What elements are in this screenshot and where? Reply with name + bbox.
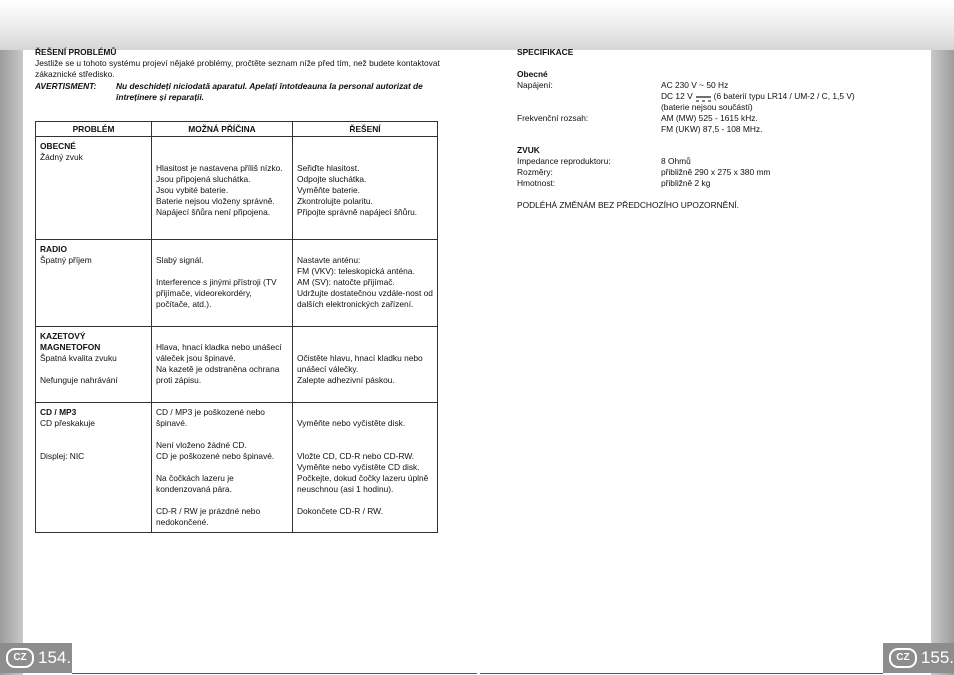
general-heading: Obecné xyxy=(517,69,548,79)
power-dc-suffix: (6 baterií typu LR14 / UM-2 / C, 1,5 V) xyxy=(713,91,855,101)
power-dc-line xyxy=(661,91,855,102)
weight-label: Hmotnost: xyxy=(517,178,556,188)
table-header-row xyxy=(36,122,438,137)
bottom-rule-right xyxy=(480,673,883,674)
solution-cell xyxy=(293,240,438,327)
page-number-badge-right xyxy=(883,643,954,673)
row-category: OBECNÉ xyxy=(40,141,76,151)
warning-label: AVERTISMENT: xyxy=(35,81,97,91)
row-category: RADIO xyxy=(40,244,67,254)
page-number-badge-left xyxy=(0,643,72,673)
row-problem: Špatný příjem xyxy=(40,255,92,265)
cause-cell xyxy=(152,137,293,240)
left-margin-bar xyxy=(0,50,23,675)
problem-cell xyxy=(36,327,152,403)
language-badge: CZ xyxy=(6,648,34,668)
row-category: KAZETOVÝ MAGNETOFON xyxy=(40,331,101,352)
solution-cell xyxy=(293,327,438,403)
row-problem: Žádný zvuk xyxy=(40,152,83,162)
table-row xyxy=(36,403,438,533)
page-number: 154. xyxy=(38,648,72,667)
solution-cell xyxy=(293,403,438,533)
table-row xyxy=(36,240,438,327)
cause-cell xyxy=(152,240,293,327)
freq-am-value: AM (MW) 525 - 1615 kHz. xyxy=(661,113,758,123)
row-problem: CD přeskakuje Displej: NIC xyxy=(40,418,95,461)
row-problem: Špatná kvalita zvuku Nefunguje nahrávání xyxy=(40,353,118,385)
warning-text: Nu deschideți niciodată aparatul. Apelați întotdeauna la personal autorizat de întreținere și reparații. xyxy=(116,81,423,102)
bottom-rule-left xyxy=(72,673,477,674)
specs-title: SPECIFIKACE xyxy=(517,47,574,57)
language-badge: CZ xyxy=(889,648,917,668)
header-problem: PROBLÉM xyxy=(36,122,152,137)
table-row xyxy=(36,137,438,240)
freq-fm-value: FM (UKW) 87,5 - 108 MHz. xyxy=(661,124,763,134)
row-solution: Vyměňte nebo vyčistěte disk. Vložte CD, CD-R nebo CD-RW. Vyměňte nebo vyčistěte CD disk. Počkejte, dokud čočky lazeru úplně neuschnou (asi 1 hodinu). Dokončete CD-R / RW. xyxy=(297,418,429,516)
problem-cell xyxy=(36,137,152,240)
row-cause: Slabý signál. Interference s jinými přístroji (TV přijímače, videorekordéry, počítače, atd.). xyxy=(156,255,277,309)
impedance-label: Impedance reproduktoru: xyxy=(517,156,611,166)
change-notice: PODLÉHÁ ZMĚNÁM BEZ PŘEDCHOZÍHO UPOZORNĚNÍ. xyxy=(517,200,739,210)
row-category: CD / MP3 xyxy=(40,407,77,417)
page-number: 155. xyxy=(920,648,954,667)
header-gradient-bar xyxy=(0,0,954,50)
row-cause: Hlasitost je nastavena příliš nízko. Jsou připojená sluchátka. Jsou vybité baterie. Baterie nejsou vloženy správně. Napájecí šňůra není připojena. xyxy=(156,163,283,217)
row-solution: Seřiďte hlasitost. Odpojte sluchátka. Vyměňte baterie. Zkontrolujte polaritu. Připojte správně napájecí šňůru. xyxy=(297,163,418,217)
power-dc-prefix: DC 12 V xyxy=(661,91,693,101)
row-cause: Hlava, hnací kladka nebo unášecí váleček jsou špinavé. Na kazetě je odstraněna ochrana proti zápisu. xyxy=(156,342,282,385)
row-cause: CD / MP3 je poškozené nebo špinavé. Není vloženo žádné CD. CD je poškozené nebo špinavé. Na čočkách lazeru je kondenzovaná pára. CD-R / RW je prázdné nebo nedokončené. xyxy=(156,407,275,527)
power-note: (baterie nejsou součástí) xyxy=(661,102,753,112)
troubleshooting-intro: Jestliže se u tohoto systému projeví nějaké problémy, pročtěte seznam níže před tím, než budete kontaktovat zákaznické středisko. xyxy=(35,58,440,79)
dimensions-label: Rozměry: xyxy=(517,167,553,177)
impedance-value: 8 Ohmů xyxy=(661,156,691,166)
troubleshooting-title: ŘEŠENÍ PROBLÉMŮ xyxy=(35,47,117,57)
freq-label: Frekvenční rozsah: xyxy=(517,113,589,123)
troubleshooting-table xyxy=(35,121,438,533)
header-solution: ŘEŠENÍ xyxy=(293,122,438,137)
right-margin-bar xyxy=(931,50,954,675)
dimensions-value: přibližně 290 x 275 x 380 mm xyxy=(661,167,771,177)
table-row xyxy=(36,327,438,403)
header-cause: MOŽNÁ PŘÍČINA xyxy=(152,122,293,137)
sound-heading: ZVUK xyxy=(517,145,540,155)
problem-cell xyxy=(36,240,152,327)
power-label: Napájení: xyxy=(517,80,553,90)
weight-value: přibližně 2 kg xyxy=(661,178,711,188)
row-solution: Nastavte anténu: FM (VKV): teleskopická anténa. AM (SV): natočte přijímač. Udržujte dostatečnou vzdále-nost od dalších elektronických zařízení. xyxy=(297,255,433,309)
row-solution: Očistěte hlavu, hnací kladku nebo unášecí válečky. Zalepte adhezivní páskou. xyxy=(297,353,423,385)
problem-cell xyxy=(36,403,152,533)
cause-cell xyxy=(152,403,293,533)
solution-cell xyxy=(293,137,438,240)
cause-cell xyxy=(152,327,293,403)
dc-symbol-icon xyxy=(696,94,711,100)
power-ac-value: AC 230 V ~ 50 Hz xyxy=(661,80,729,90)
